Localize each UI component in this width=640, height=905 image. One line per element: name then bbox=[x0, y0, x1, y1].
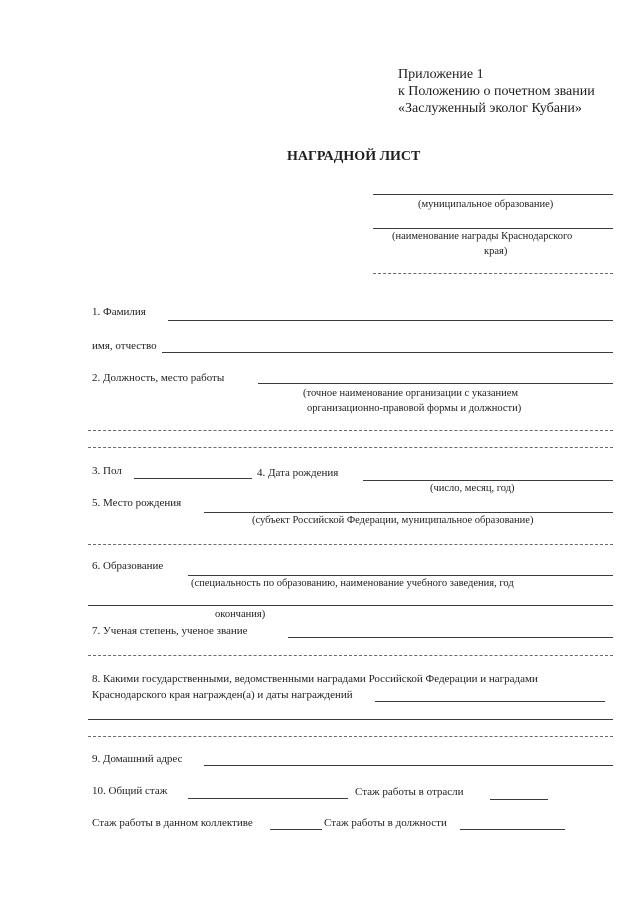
position-experience-line[interactable] bbox=[460, 829, 565, 830]
education-note-line-1: (специальность по образованию, наименование учебного заведения, год bbox=[191, 578, 514, 589]
award-caption-line-2: края) bbox=[484, 246, 508, 257]
awards-extra-line-2[interactable] bbox=[88, 736, 613, 737]
birth-place-line[interactable] bbox=[204, 512, 613, 513]
document-title: НАГРАДНОЙ ЛИСТ bbox=[287, 149, 421, 164]
home-address-label: 9. Домашний адрес bbox=[92, 753, 183, 765]
position-note-line-1: (точное наименование организации с указанием bbox=[303, 388, 519, 399]
birth-date-note: (число, месяц, год) bbox=[430, 483, 515, 494]
industry-experience-line[interactable] bbox=[490, 799, 548, 800]
position-experience-label: Стаж работы в должности bbox=[324, 817, 447, 829]
position-extra-line-1[interactable] bbox=[88, 430, 613, 431]
position-note-line-2: организационно-правовой формы и должности) bbox=[307, 403, 522, 414]
appendix-line-2: к Положению о почетном звании bbox=[398, 84, 595, 99]
team-experience-label: Стаж работы в данном коллективе bbox=[92, 817, 253, 829]
awards-label-line-1: 8. Какими государственными, ведомственными наградами Российской Федерации и наградами bbox=[92, 673, 538, 685]
birth-place-note: (субъект Российской Федерации, муниципальное образование) bbox=[252, 515, 534, 526]
team-experience-line[interactable] bbox=[270, 829, 322, 830]
total-experience-label: 10. Общий стаж bbox=[92, 785, 168, 797]
position-label: 2. Должность, место работы bbox=[92, 372, 225, 384]
awards-label-line-2: Краснодарского края награжден(а) и даты награждений bbox=[92, 689, 353, 701]
education-extra-line[interactable] bbox=[88, 605, 613, 606]
degree-extra-line[interactable] bbox=[88, 655, 613, 656]
industry-experience-label: Стаж работы в отрасли bbox=[355, 786, 464, 798]
position-extra-line-2[interactable] bbox=[88, 447, 613, 448]
award-caption-line-1: (наименование награды Краснодарского bbox=[392, 231, 573, 242]
birth-date-label: 4. Дата рождения bbox=[257, 467, 339, 479]
appendix-line-1: Приложение 1 bbox=[398, 67, 484, 82]
name-patronymic-label: имя, отчество bbox=[92, 340, 157, 352]
education-label: 6. Образование bbox=[92, 560, 164, 572]
birth-date-line[interactable] bbox=[363, 480, 613, 481]
municipal-caption: (муниципальное образование) bbox=[418, 199, 554, 210]
birth-place-label: 5. Место рождения bbox=[92, 497, 182, 509]
awards-extra-line-1[interactable] bbox=[88, 719, 613, 720]
education-note-line-2: окончания) bbox=[215, 609, 266, 620]
awards-line[interactable] bbox=[375, 701, 605, 702]
birth-place-extra-line[interactable] bbox=[88, 544, 613, 545]
position-line[interactable] bbox=[258, 383, 613, 384]
degree-label: 7. Ученая степень, ученое звание bbox=[92, 625, 248, 637]
sex-line[interactable] bbox=[134, 478, 252, 479]
education-line[interactable] bbox=[188, 575, 613, 576]
municipal-line[interactable] bbox=[373, 194, 613, 195]
appendix-line-3: «Заслуженный эколог Кубани» bbox=[398, 101, 582, 116]
award-extra-line[interactable] bbox=[373, 273, 613, 274]
surname-label: 1. Фамилия bbox=[92, 306, 146, 318]
home-address-line[interactable] bbox=[204, 765, 613, 766]
degree-line[interactable] bbox=[288, 637, 613, 638]
surname-line[interactable] bbox=[168, 320, 613, 321]
name-patronymic-line[interactable] bbox=[162, 352, 613, 353]
sex-label: 3. Пол bbox=[92, 465, 122, 477]
award-line[interactable] bbox=[373, 228, 613, 229]
total-experience-line[interactable] bbox=[188, 798, 348, 799]
